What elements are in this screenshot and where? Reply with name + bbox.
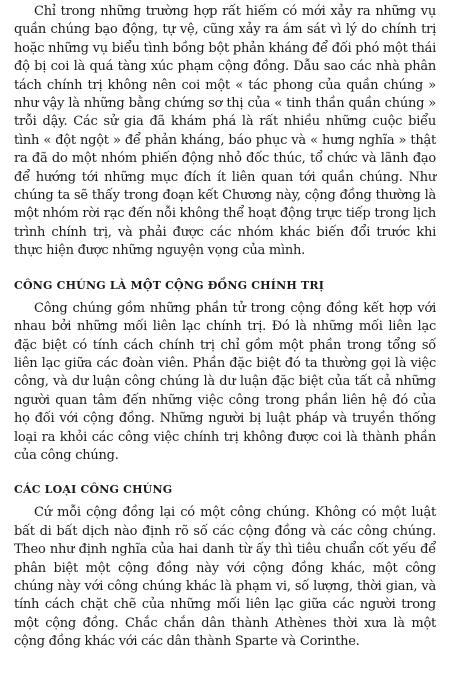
- section-heading-cac-loai-cong-chung: CÁC LOẠI CÔNG CHÚNG: [14, 483, 173, 497]
- section-heading-cong-chung-chinh-tri: CÔNG CHÚNG LÀ MỘT CỘNG ĐỒNG CHÍNH TRỊ: [14, 278, 325, 292]
- paragraph-quan-chung: Chỉ trong những trường hợp rất hiếm có mới xảy ra những vụ quần chúng bạo động, tự vệ, cũng xảy ra ám sát vì lý do chính trị hoặc những vụ biểu tình bồng bột phản kháng để đối phó một thái độ bị coi là quá tàng xúc phạm cộng đồng. Dẫu sao các nhà phân tách chính trị không nên coi một « tác phong của quần chúng » như vậy là những bằng chứng sơ thị của « tinh thần quần chúng » trỗi dậy. Các sử gia đã khám phá là rất nhiều những cuộc biểu tình « đột ngột » để phản kháng, báo phục và « hưng nghĩa » thật ra đã do một nhóm phiến động nhỏ đốc thúc, tổ chức và lãnh đạo để hướng tới những mục đích ít liên quan tới quần chúng. Như chúng ta sẽ thấy trong đoạn kết Chương này, cộng đồng thường là một nhóm rời rạc đến nỗi không thể hoạt động trực tiếp trong lịch trình chính trị, và phải được các nhóm khác biến đổi trước khi thực hiện được những nguyện vọng của mình.: [14, 4, 436, 259]
- paragraph-dinh-nghia-cong-chung: Công chúng gồm những phần tử trong cộng đồng kết hợp với nhau bởi những mối liên lạc chính trị. Đó là những mối liên lạc đặc biệt có tính cách chính trị chỉ gồm một phần trong tổng số liên lạc giữa các đoàn viên. Phần đặc biệt đó ta thường gọi là việc công, và dư luận công chúng là dư luận đặc biệt của tất cả những người quan tâm đến những việc công trong phần liên hệ đó của họ đối với cộng đồng. Những người bị luật pháp và truyền thống loại ra khỏi các công việc chính trị không được coi là thành phần của công chúng.: [14, 300, 436, 463]
- paragraph-cac-loai-cong-chung: Cứ mỗi cộng đồng lại có một công chúng. Không có một luật bất di bất dịch nào định rõ số các cộng đồng và các công chúng. Theo như định nghĩa của hai danh từ ấy thì tiêu chuẩn cốt yếu để phân biệt một cộng đồng này với cộng đồng khác, một công chúng này với công chúng khác là phạm vi, số lượng, thời gian, và tính cách chặt chẽ của những mối liên lạc giữa các người trong một cộng đồng. Chắc chắn dân thành Athènes thời xưa là một cộng đồng khác với các dân thành Sparte và Corinthe.: [14, 505, 436, 650]
